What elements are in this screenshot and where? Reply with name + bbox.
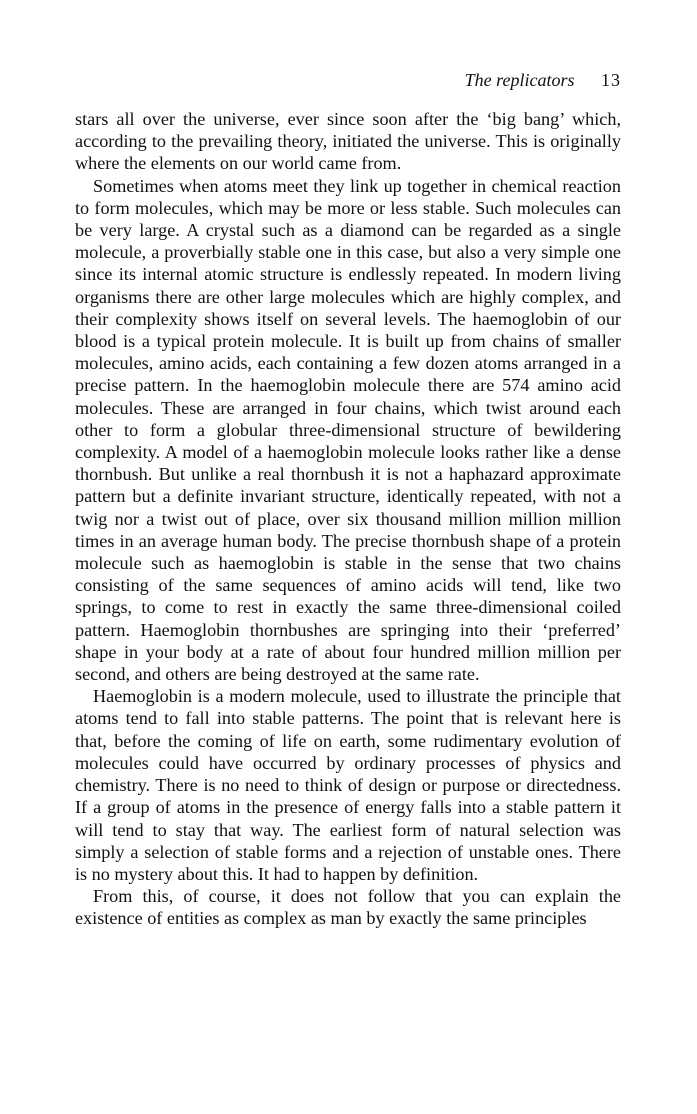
paragraph-continuation: stars all over the universe, ever since soon after the ‘big bang’ which, according to the prevailing theory, initiated the universe. This is originally where the elements on our world came from. xyxy=(75,109,621,174)
running-head xyxy=(75,66,621,94)
paragraph-from-this: From this, of course, it does not follow that you can explain the existence of entities as complex as man by exactly the same principles xyxy=(75,886,621,929)
body-text xyxy=(75,108,621,930)
paragraph-molecules: Sometimes when atoms meet they link up together in chemical reaction to form molecules, which may be more or less stable. Such molecules can be very large. A crystal such as a diamond can be regarded as a single molecule, a proverbially stable one in this case, but also a very simple one since its internal atomic structure is endlessly repeated. In modern living organisms there are other large molecules which are highly complex, and their complexity shows itself on several levels. The haemoglobin of our blood is a typical protein molecule. It is built up from chains of smaller molecules, amino acids, each containing a few dozen atoms arranged in a precise pattern. In the haemoglobin molecule there are 574 amino acid molecules. These are arranged in four chains, which twist around each other to form a globular three-dimensional structure of bewildering complexity. A model of a haemoglobin molecule looks rather like a dense thornbush. But unlike a real thornbush it is not a haphazard approximate pattern but a definite invariant structure, identically repeated, with not a twig nor a twist out of place, over six thousand million million million times in an average human body. The precise thornbush shape of a protein molecule such as haemoglobin is stable in the sense that two chains consisting of the same sequences of amino acids will tend, like two springs, to come to rest in exactly the same three-dimensional coiled pattern. Haemoglobin thornbushes are springing into their ‘preferred’ shape in your body at a rate of about four hundred million million per second, and others are being destroyed at the same rate. xyxy=(75,175,621,685)
page-number: 13 xyxy=(601,70,621,90)
running-title: The replicators xyxy=(464,70,575,90)
book-page xyxy=(75,66,621,930)
paragraph-haemoglobin-modern: Haemoglobin is a modern molecule, used to illustrate the principle that atoms tend to fall into stable patterns. The point that is relevant here is that, before the coming of life on earth, some rudimentary evolution of molecules could have occurred by ordinary processes of physics and chemistry. There is no need to think of design or purpose or directedness. If a group of atoms in the presence of energy falls into a stable pattern it will tend to stay that way. The earliest form of natural selection was simply a selection of stable forms and a rejection of unstable ones. There is no mystery about this. It had to happen by definition. xyxy=(75,686,621,884)
